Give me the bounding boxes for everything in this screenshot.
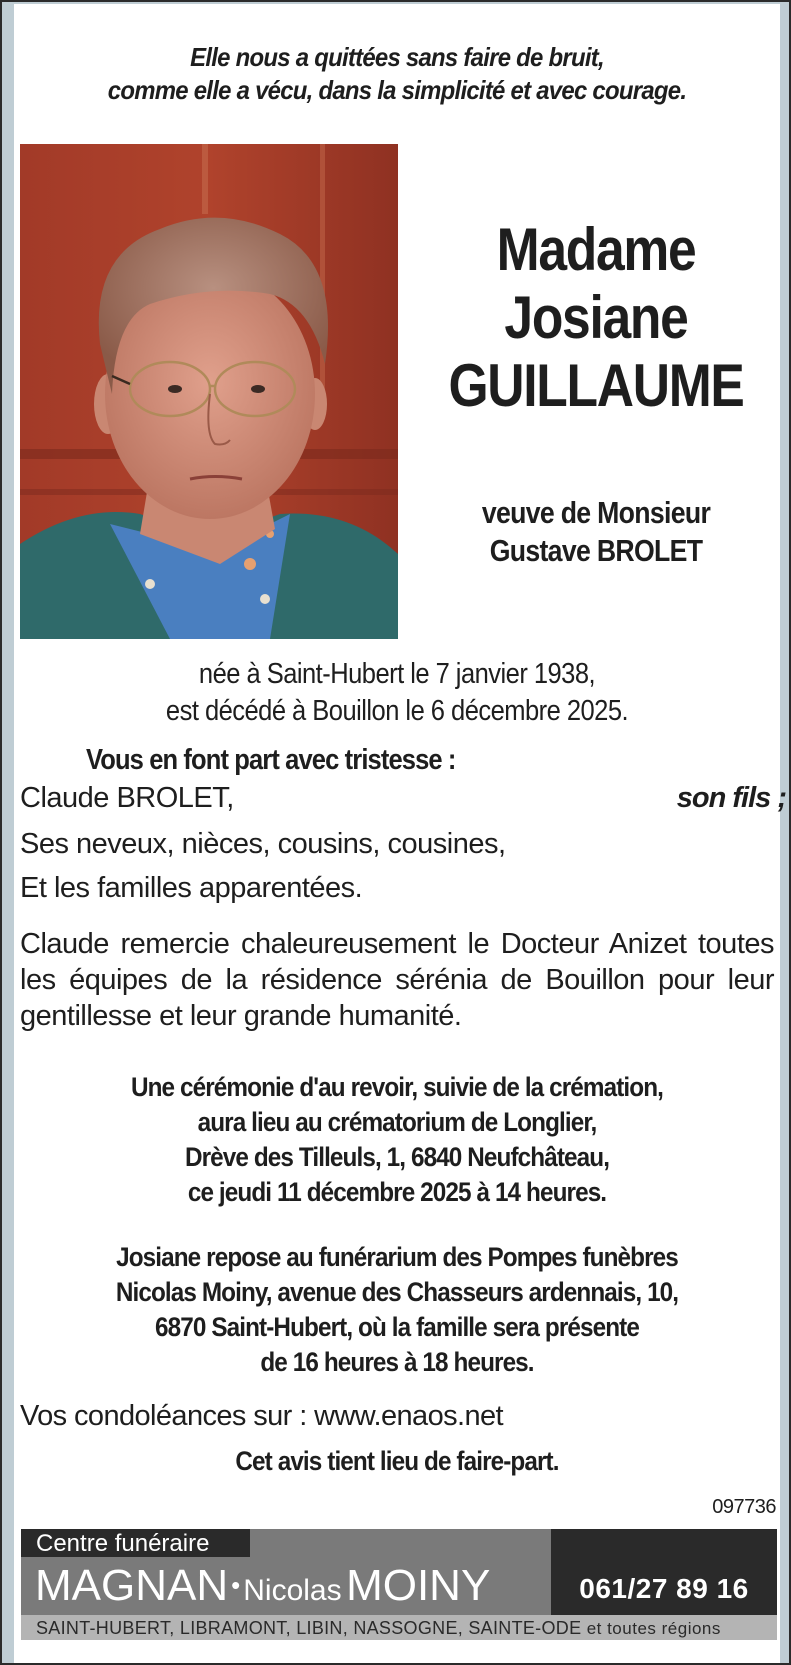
ceremony-line: Drève des Tilleuls, 1, 6840 Neufchâteau, xyxy=(184,1142,610,1172)
motto-line-2: comme elle a vécu, dans la simplicité et avec courage. xyxy=(107,75,687,105)
obituary-page xyxy=(14,4,786,1663)
reference-number: 097736 xyxy=(712,1496,776,1518)
announcement-heading: Vous en font part avec tristesse : xyxy=(86,744,456,776)
life-dates xyxy=(60,656,734,730)
motto xyxy=(45,41,750,107)
deceased-last-name: GUILLAUME xyxy=(448,352,744,419)
family-member-row xyxy=(20,780,786,816)
viewing-line: de 16 heures à 18 heures. xyxy=(260,1347,534,1377)
family-member-name: Ses neveux, nièces, cousins, cousines, xyxy=(20,828,506,860)
ceremony-line: ce jeudi 11 décembre 2025 à 14 heures. xyxy=(187,1177,607,1207)
motto-line-1: Elle nous a quittées sans faire de bruit, xyxy=(190,42,604,72)
notice-text: Cet avis tient lieu de faire-part. xyxy=(235,1446,559,1476)
widow-line-1: veuve de Monsieur xyxy=(481,495,711,530)
banner-tab-label: Centre funéraire xyxy=(21,1529,250,1557)
ceremony-details xyxy=(52,1070,741,1210)
service-areas xyxy=(21,1615,777,1640)
portrait-photo xyxy=(20,144,398,639)
widow-line-2: Gustave BROLET xyxy=(489,533,703,568)
phone-number[interactable]: 061/27 89 16 xyxy=(579,1573,749,1604)
deceased-first-name: Josiane xyxy=(504,284,688,351)
funeral-home-banner xyxy=(21,1529,777,1640)
viewing-details xyxy=(52,1240,741,1380)
phone-box xyxy=(551,1529,777,1615)
cities-list: SAINT-HUBERT, LIBRAMONT, LIBIN, NASSOGNE, SAINTE-ODE xyxy=(36,1618,582,1638)
brand-moiny: MOINY xyxy=(346,1561,491,1610)
deceased-title: Madame xyxy=(496,216,696,283)
portrait-image-icon xyxy=(20,144,398,639)
widow-of xyxy=(438,494,754,570)
family-member-row xyxy=(20,826,786,862)
brand-nicolas: Nicolas xyxy=(243,1574,342,1607)
family-member-row xyxy=(20,870,786,906)
deceased-name xyxy=(412,216,780,420)
death-line: est décédé à Bouillon le 6 décembre 2025. xyxy=(165,695,629,727)
viewing-line: 6870 Saint-Hubert, où la famille sera présente xyxy=(155,1312,639,1342)
bullet-icon: • xyxy=(231,1570,241,1600)
viewing-line: Nicolas Moiny, avenue des Chasseurs ardennais, 10, xyxy=(115,1277,679,1307)
brand-magnan: MAGNAN xyxy=(35,1561,229,1610)
viewing-line: Josiane repose au funérarium des Pompes funèbres xyxy=(116,1242,678,1272)
ceremony-line: Une cérémonie d'au revoir, suivie de la crémation, xyxy=(130,1072,664,1102)
family-member-relation: son fils ; xyxy=(676,782,786,814)
ceremony-line: aura lieu au crématorium de Longlier, xyxy=(197,1107,597,1137)
family-member-name: Et les familles apparentées. xyxy=(20,872,363,904)
funeral-home-brand xyxy=(35,1559,490,1622)
thanks-paragraph: Claude remercie chaleureusement le Docteur Anizet toutes les équipes de la résidence sérénia de Bouillon pour leur gentillesse et leur grande humanité. xyxy=(20,928,774,1032)
cities-suffix: et toutes régions xyxy=(586,1619,721,1638)
birth-line: née à Saint-Hubert le 7 janvier 1938, xyxy=(198,658,596,690)
family-member-name: Claude BROLET, xyxy=(20,782,234,814)
condolences-link[interactable]: Vos condoléances sur : www.enaos.net xyxy=(20,1400,503,1432)
